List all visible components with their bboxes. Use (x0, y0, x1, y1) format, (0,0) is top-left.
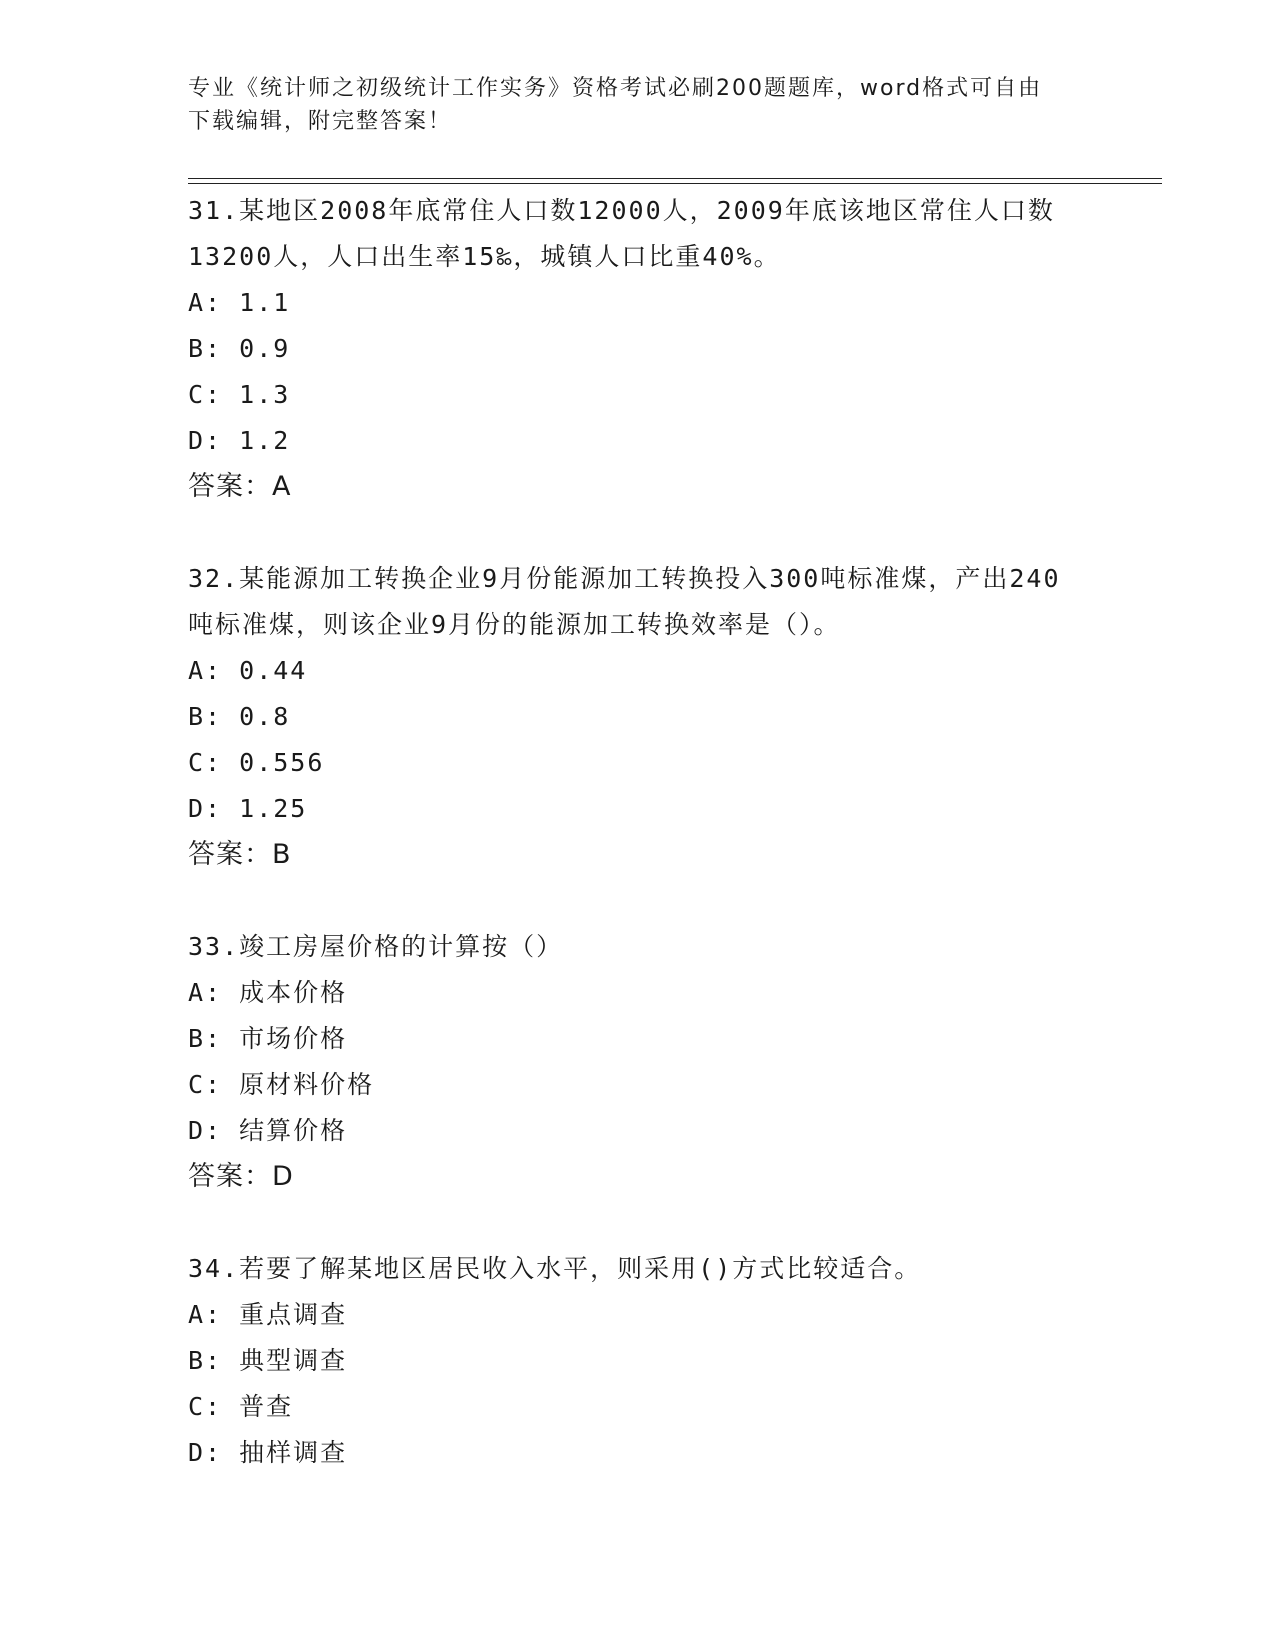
option-a: A: 1.1 (188, 288, 291, 317)
header-divider-top (188, 178, 1162, 179)
header-line-2: 下载编辑，附完整答案！ (188, 109, 453, 134)
option-b: B: 市场价格 (188, 1024, 348, 1053)
answer: 答案：D (188, 1161, 294, 1192)
question-gap (188, 1200, 1088, 1246)
question-34 (188, 1246, 1088, 1476)
question-32 (188, 556, 1088, 878)
answer: 答案：A (188, 471, 292, 502)
option-a: A: 成本价格 (188, 978, 348, 1007)
option-c: C: 普查 (188, 1392, 294, 1421)
option-d: D: 抽样调查 (188, 1438, 348, 1467)
option-a: A: 0.44 (188, 656, 308, 685)
question-31 (188, 188, 1088, 510)
option-b: B: 0.8 (188, 702, 291, 731)
option-b: B: 0.9 (188, 334, 291, 363)
question-33 (188, 924, 1088, 1200)
question-gap (188, 510, 1088, 556)
option-c: C: 原材料价格 (188, 1070, 375, 1099)
option-d: D: 结算价格 (188, 1116, 348, 1145)
question-text: 32.某能源加工转换企业9月份能源加工转换投入300吨标准煤，产出240吨标准煤，则该企业9月份的能源加工转换效率是（）。 (188, 564, 1061, 639)
header-line-1: 专业《统计师之初级统计工作实务》资格考试必刷200题题库，word格式可自由 (188, 76, 1043, 101)
question-text: 31.某地区2008年底常住人口数12000人，2009年底该地区常住人口数13200人，人口出生率15‰，城镇人口比重40%。 (188, 196, 1055, 271)
option-c: C: 0.556 (188, 748, 325, 777)
option-d: D: 1.25 (188, 794, 308, 823)
document-header (188, 72, 1068, 138)
option-c: C: 1.3 (188, 380, 291, 409)
header-divider-bottom (188, 183, 1162, 184)
option-b: B: 典型调查 (188, 1346, 348, 1375)
option-d: D: 1.2 (188, 426, 291, 455)
question-list (188, 188, 1088, 1476)
question-gap (188, 878, 1088, 924)
question-text: 33.竣工房屋价格的计算按（） (188, 932, 564, 961)
option-a: A: 重点调查 (188, 1300, 348, 1329)
question-text: 34.若要了解某地区居民收入水平，则采用()方式比较适合。 (188, 1254, 922, 1283)
answer: 答案：B (188, 839, 292, 870)
